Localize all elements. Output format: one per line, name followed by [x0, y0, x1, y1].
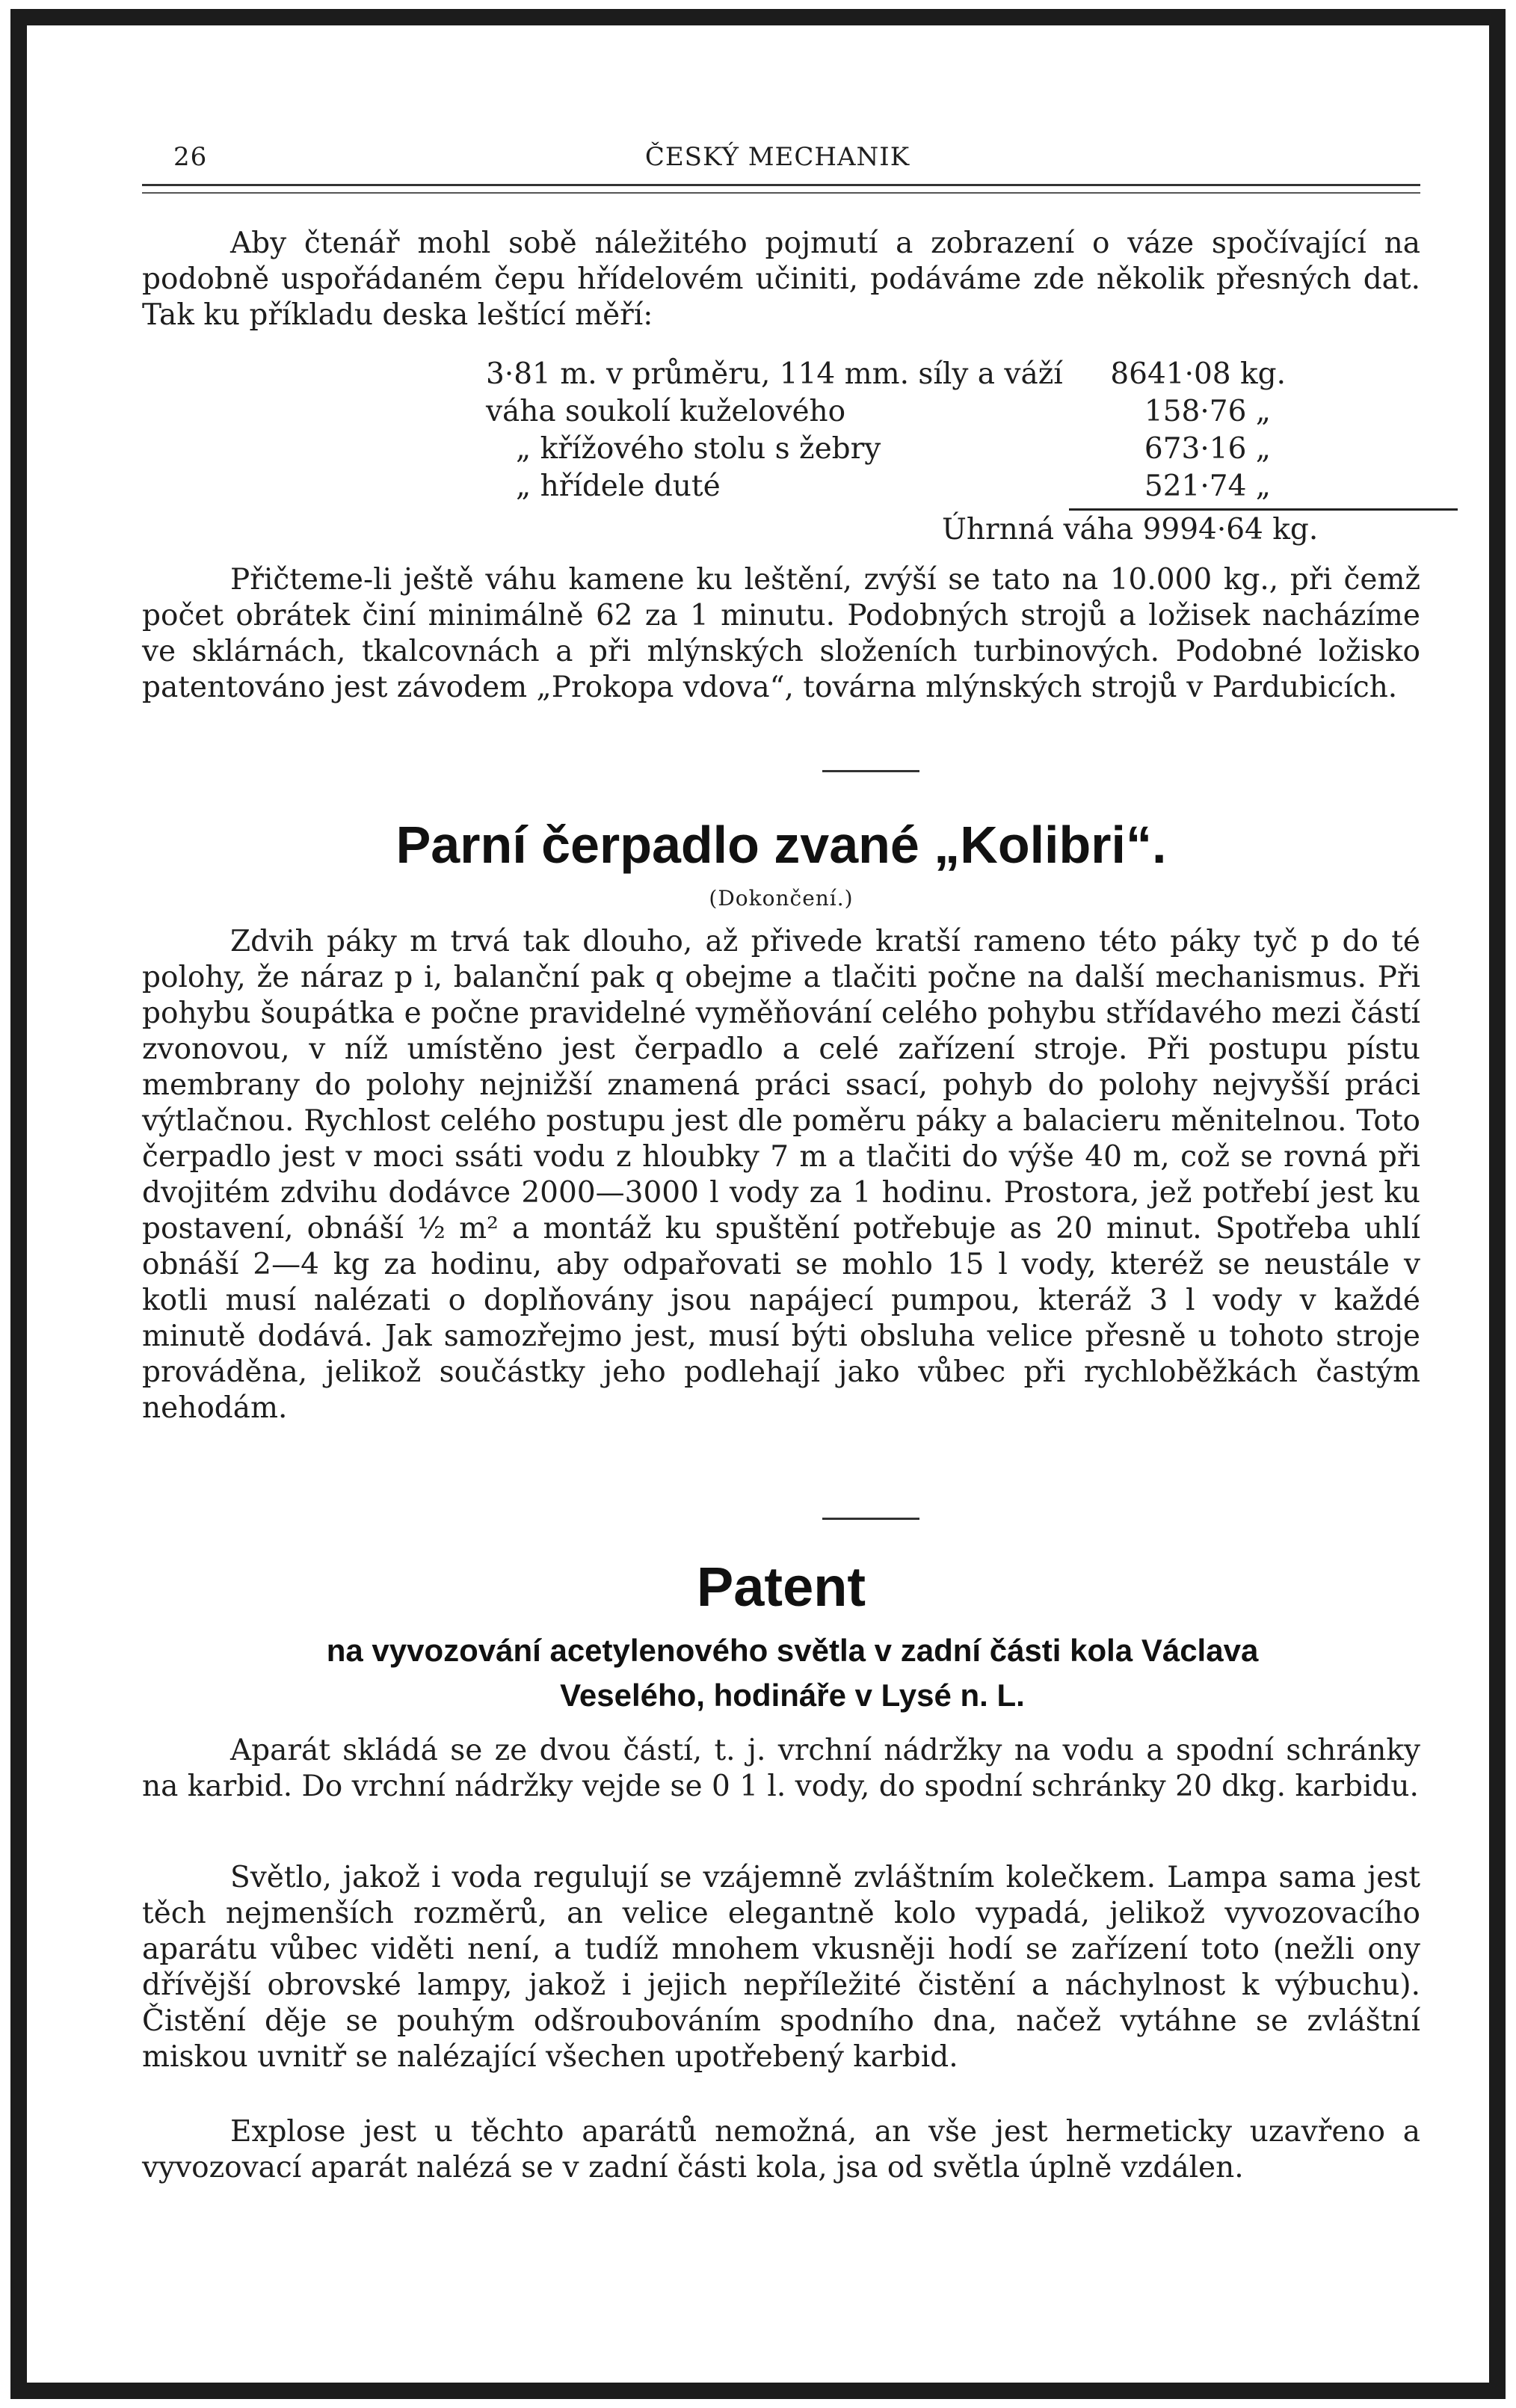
patent-paragraph-1: Aparát skládá se ze dvou částí, t. j. vrchní nádržky na vodu a spodní schránky na karbid. Do vrchní nádržky vejde se 0 1 l. vody, do spodní schránky 20 dkg. karbidu. [142, 1734, 1420, 1803]
table-value: 158·76 „ [1144, 395, 1271, 428]
header-rule [142, 184, 1420, 194]
table-row [351, 357, 1316, 393]
table-row [351, 395, 1316, 431]
section-separator [822, 770, 919, 772]
table-label: „ hřídele duté [516, 469, 721, 503]
sum-rule [1069, 508, 1458, 511]
intro-paragraph: Aby čtenář mohl sobě náležitého pojmutí a zobrazení o váze spočívající na podobně uspořádaném čepu hřídelovém učiniti, podáváme zde několik přesných dat. Tak ku příkladu deska leštící měří: [142, 227, 1420, 332]
section-separator [822, 1518, 919, 1520]
table-value: 521·74 „ [1144, 469, 1271, 503]
table-label: váha soukolí kuželového [486, 395, 846, 428]
running-head: ČESKÝ MECHANIK [644, 142, 910, 172]
page-number: 26 [173, 142, 208, 172]
page-header [135, 142, 1420, 179]
patent-paragraph-3: Explose jest u těchto aparátů nemožná, an vše jest hermeticky uzavřeno a vyvozovací aparát nalézá se v zadní části kola, jsa od světla úplně vzdálen. [142, 2115, 1420, 2184]
article-title-kolibri: Parní čerpadlo zvané „Kolibri“. [395, 816, 1167, 874]
table-label: 3·81 m. v průměru, 114 mm. síly a váží [486, 357, 1063, 391]
article-kolibri-body: Zdvih páky m trvá tak dlouho, až přivede kratší rameno této páky tyč p do té polohy, že náraz p i, balanční pak q obejme a tlačiti počne na další mechanismus. Při pohybu šoupátka e počne pravidelné vyměňování celého pohybu střídavého mezi částí zvonovou, v níž umístěno jest čerpadlo a celé zařízení stroje. Při postupu pístu membrany do polohy nejnižší znamená práci ssací, pohyb do polohy nejvyšší práci výtlačnou. Rychlost celého postupu jest dle poměru páky a balacieru měnitelnou. Toto čerpadlo jest v moci ssáti vodu z hloubky 7 m a tlačiti do výše 40 m, což se rovná při dvojitém zdvihu dodávce 2000—3000 l vody za 1 hodinu. Prostora, jež potřebí jest ku postavení, obnáší ½ m² a montáž ku spuštění potřebuje as 20 minut. Spotřeba uhlí obnáší 2—4 kg za hodinu, aby odpařovati se mohlo 15 l vody, kteréž se neustále v kotli musí nalézati o doplňovány jsou napájecí pumpou, kteráž 3 l vody v každé minutě dodává. Jak samozřejmo jest, musí býti obsluha velice přesně u tohoto stroje prováděna, jelikož součástky jeho podlehají jako vůbec při rychloběžkách častým nehodám. [142, 925, 1420, 1425]
table-row [351, 432, 1316, 468]
article-subtitle-patent: na vyvozování acetylenového světla v zadní části kola Václava Veselého, hodináře v Lysé n. L. [326, 1633, 1259, 1713]
table-value: 8641·08 kg. [1110, 357, 1286, 391]
article-title-patent: Patent [696, 1556, 866, 1618]
table-label: „ křížového stolu s žebry [516, 432, 881, 466]
article-subtitle-continued: (Dokončení.) [709, 886, 854, 911]
table-total-row [351, 513, 1319, 549]
table-value: 673·16 „ [1144, 432, 1271, 466]
patent-paragraph-2: Světlo, jakož i voda regulují se vzájemně zvláštním kolečkem. Lampa sama jest těch nejmenších rozměrů, an velice elegantně kolo vypadá, jelikož vyvozovacího aparátu vůbec viděti není, a tudíž mnohem vkusněji hodí se zařízení toto (nežli ony dřívější obrovské lampy, jakož i jejich nepříležité čistění a náchylnost k výbuchu). Čistění děje se pouhým odšroubováním spodního dna, načež vytáhne se zvláštní miskou uvnitř se nalézající všechen upotřebený karbid. [142, 1861, 1420, 2074]
table-row [351, 469, 1316, 505]
intro-paragraph-2: Přičteme-li ještě váhu kamene ku leštění, zvýší se tato na 10.000 kg., při čemž počet obrátek činí minimálně 62 za 1 minutu. Podobných strojů a ložisek nacházíme ve sklárnách, tkalcovnách a při mlýnských složeních turbinových. Podobné ložisko patentováno jest závodem „Prokopa vdova“, továrna mlýnských strojů v Pardubicích. [142, 563, 1420, 704]
table-total: Úhrnná váha 9994·64 kg. [942, 513, 1319, 546]
